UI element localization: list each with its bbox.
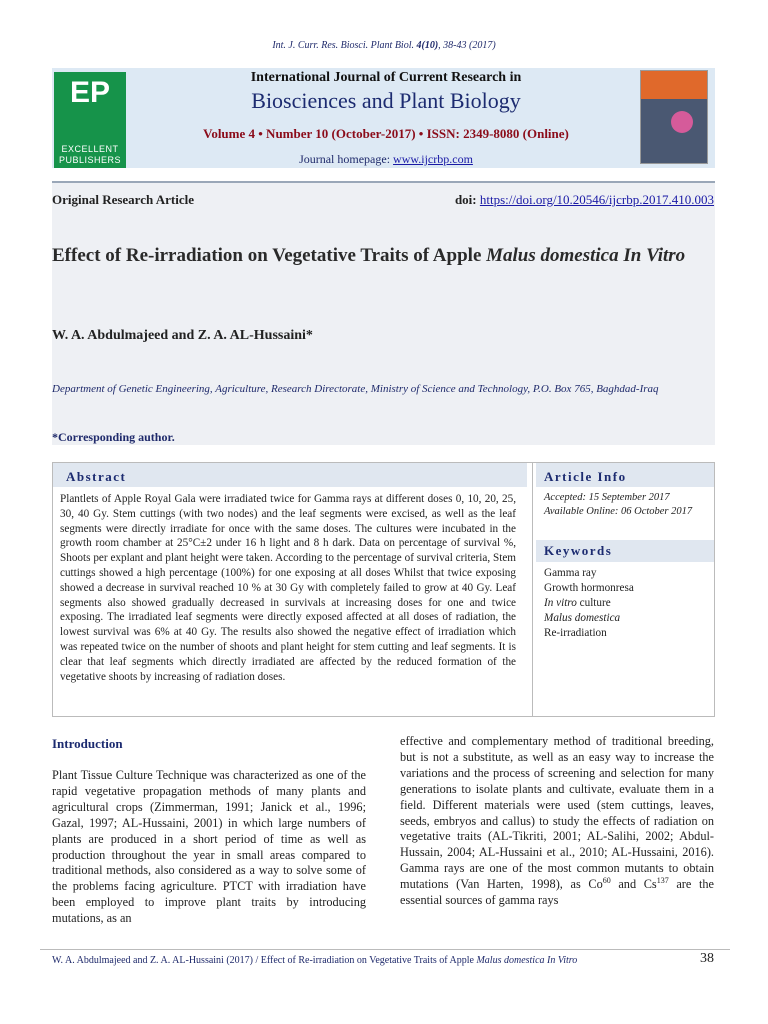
- flower-image: [671, 111, 693, 133]
- journal-abbrev: Int. J. Curr. Res. Biosci. Plant Biol.: [272, 40, 414, 51]
- footer-divider: [40, 949, 730, 950]
- volume-issue: 4(10): [416, 40, 439, 51]
- homepage-label: Journal homepage:: [299, 152, 394, 166]
- available-online-date: Available Online: 06 October 2017: [544, 506, 693, 517]
- article-type: Original Research Article: [52, 192, 195, 207]
- title-block: [52, 183, 715, 445]
- cover-header-band: [641, 71, 707, 99]
- body-column-right: effective and complementary method of traditional breeding, but is not a substitute, as well as an easy way to increase the variations and the process of screening and selection for many generations to isolate plants and cultivate, evaluate them in a field. Different materials were used (stem cuttings, leaves, seeds, embryos and callus) to study the effects of radiation on vegetative traits (AL-Tikriti, 2001; AL-Salihi, 2002; Abdul-Hussain, 2004; AL-Hussaini et al., 2010; AL-Hussaini, 2016). Gamma rays are one of the most common mutants to obtain mutations (Van Harten, 1998), as Co$^{60}$ and Cs$^{137}$ are the essential sources of gamma rays: [400, 734, 714, 908]
- footer-citation: W. A. Abdulmajeed and Z. A. AL-Hussaini (2017) / Effect of Re-irradiation on Vegetative Traits of Apple Malus domestica In Vitro: [52, 955, 578, 966]
- introduction-heading: Introduction: [52, 736, 123, 751]
- abstract-text: Plantlets of Apple Royal Gala were irradiated twice for Gamma rays at different doses 0, 10, 20, 25, 30, 40 Gy. Stem cuttings (with two nodes) and the leaf segments were excised, as well as the leaf segments were directly irradiate for once with the same doses. The cultures were incubated in the growth room chamber at 25°C±2 under 16 h light and 8 h dark. Data on percentage of survival %, Shoots per explant and plant height were taken. According to the percentage of survival criteria, Stem cuttings showed a high percentage (100%) for one exposing at all doses Whilst that twice exposing showed a decrease in survival reached 10 % at 30 Gy with completely failed to grow at 40 Gy. Leaf segments also showed gradually decreased in survivals at increasing doses for one and twice exposing. The irradiated leaf segments were directly exposed affected at all doses of radiation, the lowest survival was 6% at 40 Gy. The results also showed the negative effect of irradiation which was repeated twice on the number of shoots and plant height for stem cutting and leaf segments. It is clear that leaf segments which directly irradiated are affected by the reduced formation of the vegetative shoots by increasing of radiation doses.: [60, 493, 516, 683]
- superscript: 60: [602, 876, 611, 886]
- logo-letters: EP: [69, 76, 111, 109]
- authors: W. A. Abdulmajeed and Z. A. AL-Hussaini*: [52, 328, 313, 343]
- keyword-item: Malus domestica: [544, 612, 621, 624]
- doi: [455, 192, 714, 208]
- logo-text: EXCELLENT PUBLISHERS: [58, 144, 122, 165]
- body-column-left: Plant Tissue Culture Technique was characterized as one of the rapid vegetative propagation methods of many plants and agricultural crops (Zimmerman, 1991; Janick et al., 1996; Gazal, 1997; AL-Hussaini, 2001) in which large numbers of plants are produced in a short period of time as well as production throughout the year in small areas compared to traditional methods, also considered as a way to solve some of the problems facing agriculture. PTCT with irradiation have been employed to improve plant traits by introducing mutations, as an: [52, 768, 366, 926]
- doi-link[interactable]: https://doi.org/10.20546/ijcrbp.2017.410.003: [479, 192, 714, 207]
- abstract-divider: [532, 463, 533, 716]
- homepage-link[interactable]: www.ijcrbp.com: [393, 152, 473, 166]
- keywords-list: [544, 566, 634, 641]
- page-number: 38: [700, 951, 714, 966]
- keyword-item: Gamma ray: [544, 567, 597, 579]
- pages-year: , 38-43 (2017): [438, 40, 496, 51]
- affiliation: Department of Genetic Engineering, Agriculture, Research Directorate, Ministry of Science and Technology, P.O. Box 765, Baghdad-Iraq: [52, 383, 659, 395]
- running-head: [0, 40, 768, 51]
- publisher-logo: [54, 72, 126, 168]
- doi-label: doi:: [454, 192, 480, 207]
- keywords-heading: Keywords: [544, 543, 613, 558]
- journal-name-line2: Biosciences and Plant Biology: [251, 88, 521, 113]
- keyword-item: In vitro culture: [544, 597, 611, 609]
- abstract-heading: Abstract: [66, 469, 127, 484]
- keyword-item: Re-irradiation: [544, 627, 607, 639]
- journal-cover-thumbnail: [640, 70, 708, 164]
- journal-name-line1: International Journal of Current Research in: [250, 70, 522, 85]
- accepted-date: Accepted: 15 September 2017: [544, 492, 670, 503]
- title-main: Effect of Re-irradiation on Vegetative Traits of Apple: [52, 245, 487, 266]
- article-title: [52, 243, 702, 268]
- volume-issn-line: Volume 4 • Number 10 (October-2017) • ISSN: 2349-8080 (Online): [203, 126, 569, 141]
- article-info-heading: Article Info: [544, 469, 627, 484]
- corresponding-author: *Corresponding author.: [52, 430, 175, 444]
- title-species: Malus domestica In Vitro: [486, 245, 686, 266]
- superscript: 137: [656, 876, 669, 886]
- keyword-item: Growth hormonresa: [544, 582, 634, 594]
- journal-homepage: [130, 152, 642, 167]
